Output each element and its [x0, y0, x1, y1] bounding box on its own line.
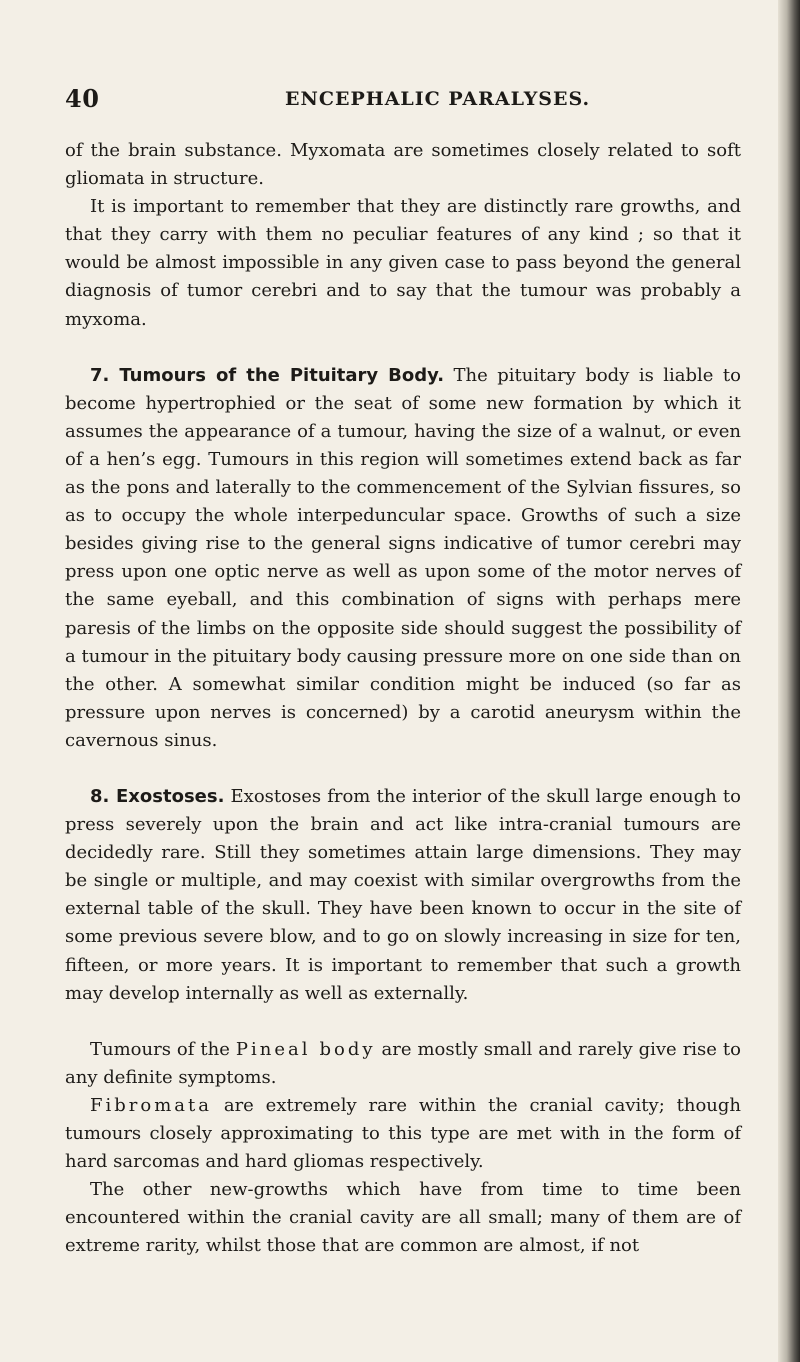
paragraph-fibromata: Fibromata are extremely rare within the cranial cavity; though tumours closely approximating to this type are met with in the form of hard sarcomas and hard gliomas respectively. [65, 1094, 741, 1173]
body-text [65, 137, 741, 1260]
paragraph-pituitary-tumours: 7. Tumours of the Pituitary Body. The pituitary body is liable to become hypertrophied or the seat of some new formation by which it assumes the appearance of a tumour, having the size of a walnut, or even of a hen’s egg. Tumours in this region will sometimes extend back as far as the pons and laterally to the commencement of the Sylvian fissures, so as to occupy the whole interpeduncular space. Growths of such a size besides giving rise to the general signs indicative of tumor cerebri may press upon one optic nerve as well as upon some of the motor nerves of the same eyeball, and this combination of signs with perhaps mere paresis of the limbs on the opposite side should suggest the possibility of a tumour in the pituitary body causing pressure more on one side than on the other. A somewhat similar condition might be induced (so far as pressure upon nerves is concerned) by a carotid aneurysm within the cavernous sinus. [65, 364, 741, 751]
page-content [65, 84, 741, 1260]
page-number: 40 [65, 84, 100, 113]
paragraph-other-growths: The other new-growths which have from time to time been encountered within the cranial cavity are all small; many of them are of extreme rarity, whilst those that are common are almost, if not [65, 1179, 741, 1257]
running-head: ENCEPHALIC PARALYSES. [285, 88, 591, 110]
page-header [65, 84, 741, 120]
page-binding-shadow [778, 0, 800, 1362]
paragraph-myxomata-rarity: It is important to remember that they are distinctly rare growths, and that they carry with them no peculiar features of any kind ; so that it would be almost impossible in any given case to pass beyond the general diagnosis of tumor cerebri and to say that the tumour was probably a myxoma. [65, 196, 741, 330]
paragraph-exostoses: 8. Exostoses. Exostoses from the interior of the skull large enough to press severely upon the brain and act like intra-cranial tumours are decidedly rare. Still they sometimes attain large dimensions. They may be single or multiple, and may coexist with similar overgrowths from the external table of the skull. They have been known to occur in the site of some previous severe blow, and to go on slowly increasing in size for ten, fifteen, or more years. It is important to remember that such a growth may develop internally as well as externally. [65, 785, 741, 1004]
spaced-term-pineal-body: Pineal body [235, 1038, 376, 1060]
section-heading-pituitary: 7. Tumours of the Pituitary Body. [90, 364, 445, 386]
paragraph-myxomata-end: of the brain substance. Myxomata are sometimes closely related to soft gliomata in structure. [65, 140, 741, 190]
section-heading-exostoses: 8. Exostoses. [90, 785, 225, 807]
spaced-term-fibromata: Fibromata [90, 1094, 212, 1116]
paragraph-pineal-body: Tumours of the Pineal body are mostly small and rarely give rise to any definite symptoms. [65, 1038, 742, 1088]
